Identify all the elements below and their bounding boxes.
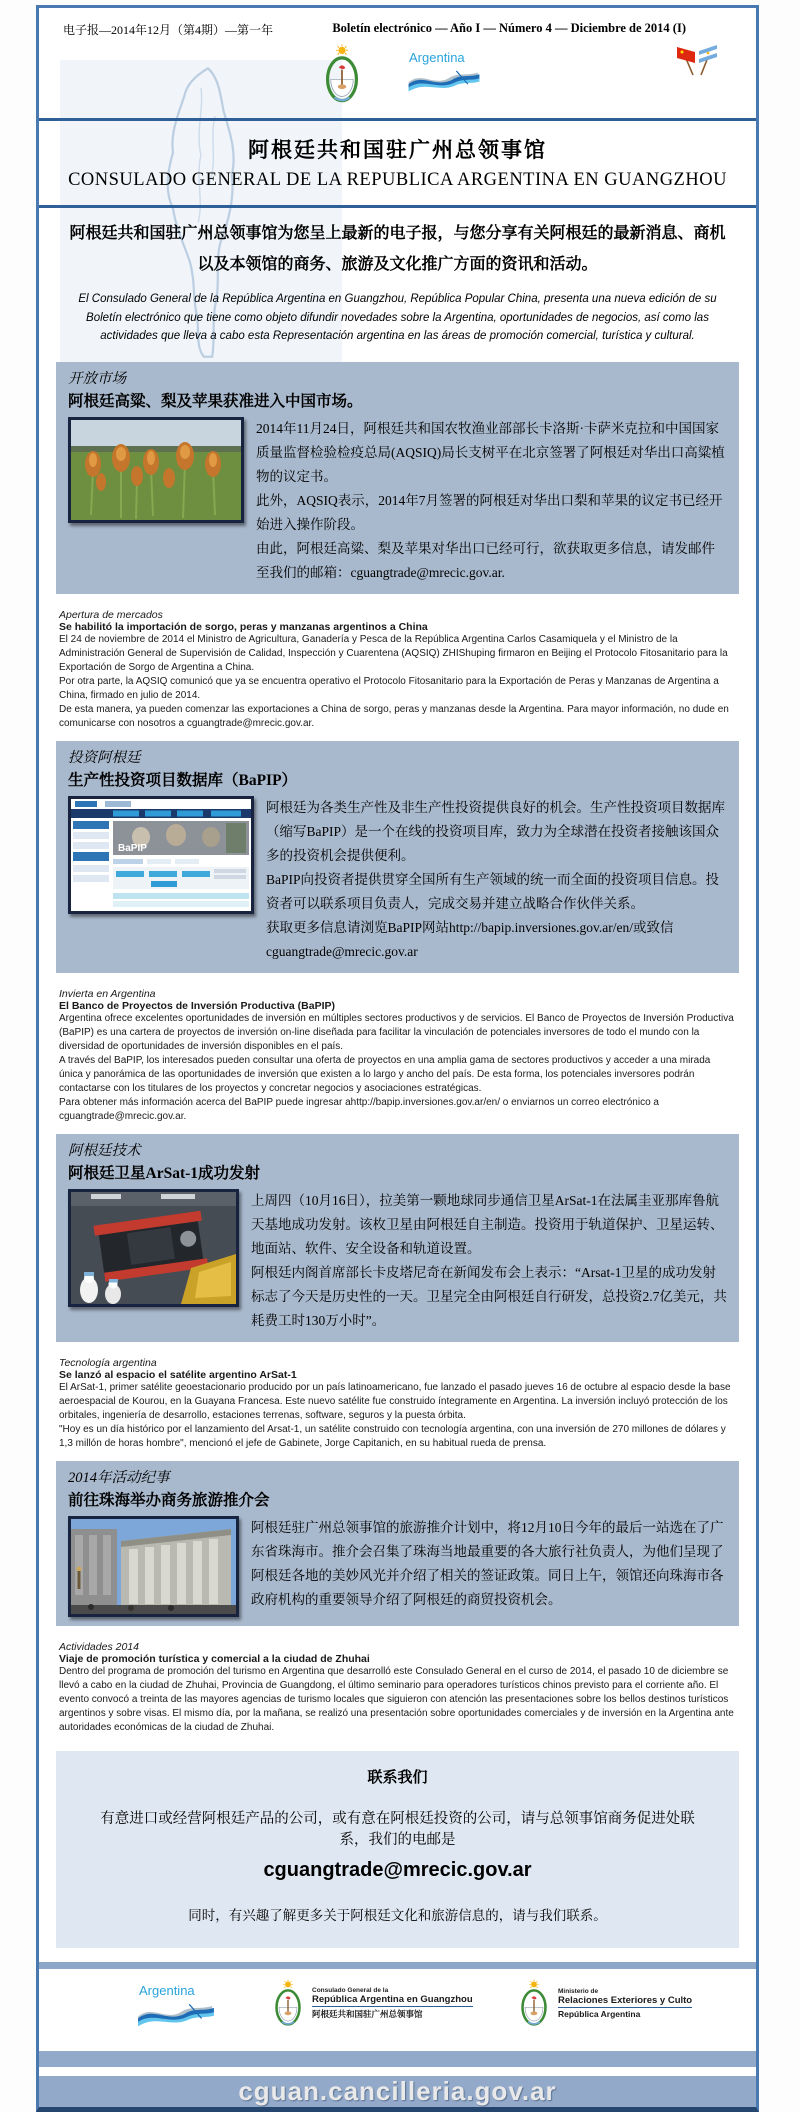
contact-title: 联系我们 xyxy=(367,1769,428,1786)
footer-separator-bar xyxy=(39,1962,756,1969)
masthead xyxy=(39,8,756,42)
section-tag: 开放市场 xyxy=(68,370,126,387)
logo-row xyxy=(39,42,756,118)
section-title: 生产性投资项目数据库（BaPIP） xyxy=(68,771,298,789)
section-argentine-technology xyxy=(56,1134,739,1342)
section-tag: 阿根廷技术 xyxy=(68,1142,141,1159)
intro-paragraph-es: El Consulado General de la República Argentina en Guangzhou, República Popular China, presenta una nueva edición de su Boletín electrónico que tiene como objeto difundir novedades sobre la Argentina, oportunidades de negocios, así como las actividades que lleva a cabo esta Representación argentina en las áreas de promoción comercial, turística y cultural. xyxy=(78,293,717,343)
section-body-zh: 阿根廷为各类生产性及非生产性投资提供良好的机会。生产性投资项目数据库（缩写BaPIP）是一个在线的投资项目库，致力为全球潜在投资者接触该国众多的投资机会提供便利。 BaPIP向投资者提供贯穿全国所有生产领域的统一而全面的投资项目信息。投资者可以联系项目负责人，完成交易并建立战略合作伙伴关系。 获取更多信息请浏览BaPIP网站http://bapip.inversiones.gov.ar/en/或致信cguangtrade@mrecic.gov.ar xyxy=(266,799,725,959)
contact-line1: 有意进口或经营阿根廷产品的公司，或有意在阿根廷投资的公司，请与总领事馆商务促进处联系，我们的电邮是 xyxy=(100,1810,695,1848)
es-block-technology: Tecnología argentina Se lanzó al espacio el satélite argentino ArSat-1 El ArSat-1, primer satélite geoestacionario producido por un país latinoamericano, fue lanzado el pasado jueves 16 de octubre al espacio desde la base aeroespacial de Kourou, en la Guayana Francesa. Este nuevo satélite fue construido íntegramente en Argentina. La inversión incluyó protección de los orbitales, ingeniería de desarrollo, estaciones terrenas, software, seguros y la puesta órbita. "Hoy es un día histórico por el lanzamiento del Arsat-1, un satélite construido con tecnología argentina, con una inversión de 270 millones de dólares y 1,3 millón de horas hombre", mencionó el jefe de Gabinete, Jorge Capitanich, en su habitual rueda de prensa. xyxy=(59,1356,731,1449)
contact-line2: 同时，有兴趣了解更多关于阿根廷文化和旅游信息的，请与我们联系。 xyxy=(188,1907,607,1923)
argentina-brand-label: Argentina xyxy=(139,1982,195,1998)
arsat-satellite-photo xyxy=(68,1189,239,1307)
section-tag: 投资阿根廷 xyxy=(68,749,141,766)
masthead-issue-es: Boletín electrónico — Año I — Número 4 — Diciembre de 2014 (I) xyxy=(332,21,686,35)
footer-accent-bar xyxy=(39,2051,756,2067)
zhuhai-promotion-photo xyxy=(68,1516,239,1617)
section-tag: 2014年活动纪事 xyxy=(68,1469,170,1486)
es-block-invest: Invierta en Argentina El Banco de Proyectos de Inversión Productiva (BaPIP) Argentina ofrece excelentes oportunidades de inversión en múltiples sectores productivos y de servicios. El Banco de Proyectos de Inversión Productiva (BaPIP) es una cartera de proyectos de inversión on-line diseñada para facilitar la vinculación de potenciales inversores de todo el mundo con la diversidad de oportunidades de inversión disponibles en el país. A través del BaPIP, los interesados pueden consultar una oferta de proyectos en una amplia gama de sectores productivos y acceder a una mirada única y panorámica de las oportunidades de inversión que existen a lo largo y ancho del país. De esta forma, los potenciales inversores podrán contactarse con los titulares de los proyectos y concretar negocios y asociaciones estratégicas. Para obtener más información acerca del BaPIP puede ingresar ahttp://bapip.inversiones.gov.ar/en/ o enviarnos un correo electrónico a cguangtrade@mrecic.gov.ar. xyxy=(59,987,734,1122)
argentina-wave-icon xyxy=(135,1999,217,2029)
section-title: 阿根廷高粱、梨及苹果获准进入中国市场。 xyxy=(68,392,363,410)
page-title-zh: 阿根廷共和国驻广州总领事馆 xyxy=(248,138,547,162)
argentina-brand-logo-footer xyxy=(135,1983,221,2034)
footer-website-bar xyxy=(39,2076,756,2107)
argentina-wave-icon xyxy=(405,66,483,94)
page-title-es: CONSULADO GENERAL DE LA REPUBLICA ARGENTINA EN GUANGZHOU xyxy=(68,170,727,190)
china-argentina-flags-icon xyxy=(673,42,721,80)
section-activities-2014 xyxy=(56,1461,739,1626)
es-block-market-opening: Apertura de mercados Se habilitó la importación de sorgo, peras y manzanas argentinos a China El 24 de noviembre de 2014 el Ministro de Agricultura, Ganadería y Pesca de la República Argentina Carlos Casamiquela y el Ministro de la Administración General de Supervisión de Calidad, Inspección y Cuarentena (AQSIQ) ZHIShuping firmaron en Beijing el Protocolo Fitosanitario para la Exportación de Sorgo de Argentina a China. Por otra parte, la AQSIQ comunicó que ya se encuentra operativo el Protocolo Fitosanitario para la Exportación de Peras y Manzanas de Argentina a China, firmado en julio de 2014. De esta manera, ya pueden comenzar las exportaciones a China de sorgo, peras y manzanas desde la Argentina. Para mayor información, no dude en comunicarse con nosotros a cguangtrade@mrecic.gov.ar. xyxy=(59,608,729,729)
section-body-zh: 阿根廷驻广州总领事馆的旅游推介计划中，将12月10日今年的最后一站选在了广东省珠海市。推介会召集了珠海当地最重要的各大旅行社负责人，为他们呈现了阿根廷各地的美妙风光并介绍了相关的签证政策。同日上午，领馆还向珠海市各政府机构的重要领导介绍了阿根廷的商贸投资机会。 xyxy=(251,1519,724,1607)
contact-box xyxy=(56,1751,739,1948)
section-title: 前往珠海举办商务旅游推介会 xyxy=(68,1491,270,1509)
bapip-website-screenshot xyxy=(68,796,254,914)
consulate-logo: Consulado General de la República Argentina en Guangzhou 阿根廷共和国驻广州总领事馆 xyxy=(271,1979,473,2029)
title-rule-top xyxy=(39,118,756,121)
section-invest-argentina xyxy=(56,741,739,973)
intro-paragraph-zh: 阿根廷共和国驻广州总领事馆为您呈上最新的电子报，与您分享有关阿根廷的最新消息、商机以及本领馆的商务、旅游及文化推广方面的资讯和活动。 xyxy=(69,225,726,274)
footer-logos xyxy=(39,1969,756,2051)
masthead-issue-zh: 电子报—2014年12月（第4期）—第一年 xyxy=(63,23,274,37)
argentina-coat-of-arms-icon xyxy=(517,1979,551,2029)
argentina-brand-label: Argentina xyxy=(409,50,465,65)
argentina-brand-logo xyxy=(405,50,485,99)
section-market-opening xyxy=(56,362,739,594)
section-title: 阿根廷卫星ArSat-1成功发射 xyxy=(68,1164,261,1182)
sorghum-field-photo xyxy=(68,417,244,523)
argentina-coat-of-arms-icon xyxy=(271,1979,305,2029)
section-body-zh: 2014年11月24日，阿根廷共和国农牧渔业部部长卡洛斯·卡萨米克拉和中国国家质量监督检验检疫总局(AQSIQ)局长支树平在北京签署了阿根廷对华出口高粱植物的议定书。 此外，AQSIQ表示，2014年7月签署的阿根廷对华出口梨和苹果的议定书已经开始进入操作阶段。 由此，阿根廷高粱、梨及苹果对华出口已经可行，欲获取更多信息，请发邮件至我们的邮箱：cguangtrade@mrecic.gov.ar. xyxy=(256,420,725,580)
es-block-activities: Actividades 2014 Viaje de promoción turística y comercial a la ciudad de Zhuhai Dentro del programa de promoción del turismo en Argentina que desarrolló este Consulado General en el curso de 2014, el pasado 10 de diciembre se llevó a cabo en la ciudad de Zhuhai, Provincia de Guangdong, el último seminario para operadores turísticos chinos previsto para el corriente año. El evento convocó a treinta de las mayores agencias de turismo locales que siguieron con atención las presentaciones sobre los bellos destinos turísticos argentinos y sobre visas. El mismo día, por la mañana, se realizó una presentación sobre oportunidades comerciales y de inversión en la Argentina ante autoridades económicas de la ciudad de Zhuhai. xyxy=(59,1640,734,1733)
svg-text:BaPIP: BaPIP xyxy=(118,842,147,854)
section-body-zh: 上周四（10月16日），拉美第一颗地球同步通信卫星ArSat-1在法属圭亚那库鲁航天基地成功发射。该枚卫星由阿根廷自主制造。投资用于轨道保护、卫星运转、地面站、软件、安全设备和轨道设置。 阿根廷内阁首席部长卡皮塔尼奇在新闻发布会上表示：“Arsat-1卫星的成功发射标志了今天是历史性的一天。卫星完全由阿根廷自行研发，总投资2.7亿美元，共耗费工时130万小时”。 xyxy=(251,1192,727,1328)
contact-email-link[interactable]: cguangtrade@mrecic.gov.ar xyxy=(263,1858,532,1881)
newsletter-page xyxy=(36,5,759,2112)
footer-gap xyxy=(39,2067,756,2076)
ministry-logo: Ministerio de Relaciones Exteriores y Culto República Argentina xyxy=(517,1979,692,2029)
argentina-coat-of-arms-icon xyxy=(320,44,364,106)
footer-website-link[interactable]: cguan.cancilleria.gov.ar xyxy=(238,2075,557,2106)
